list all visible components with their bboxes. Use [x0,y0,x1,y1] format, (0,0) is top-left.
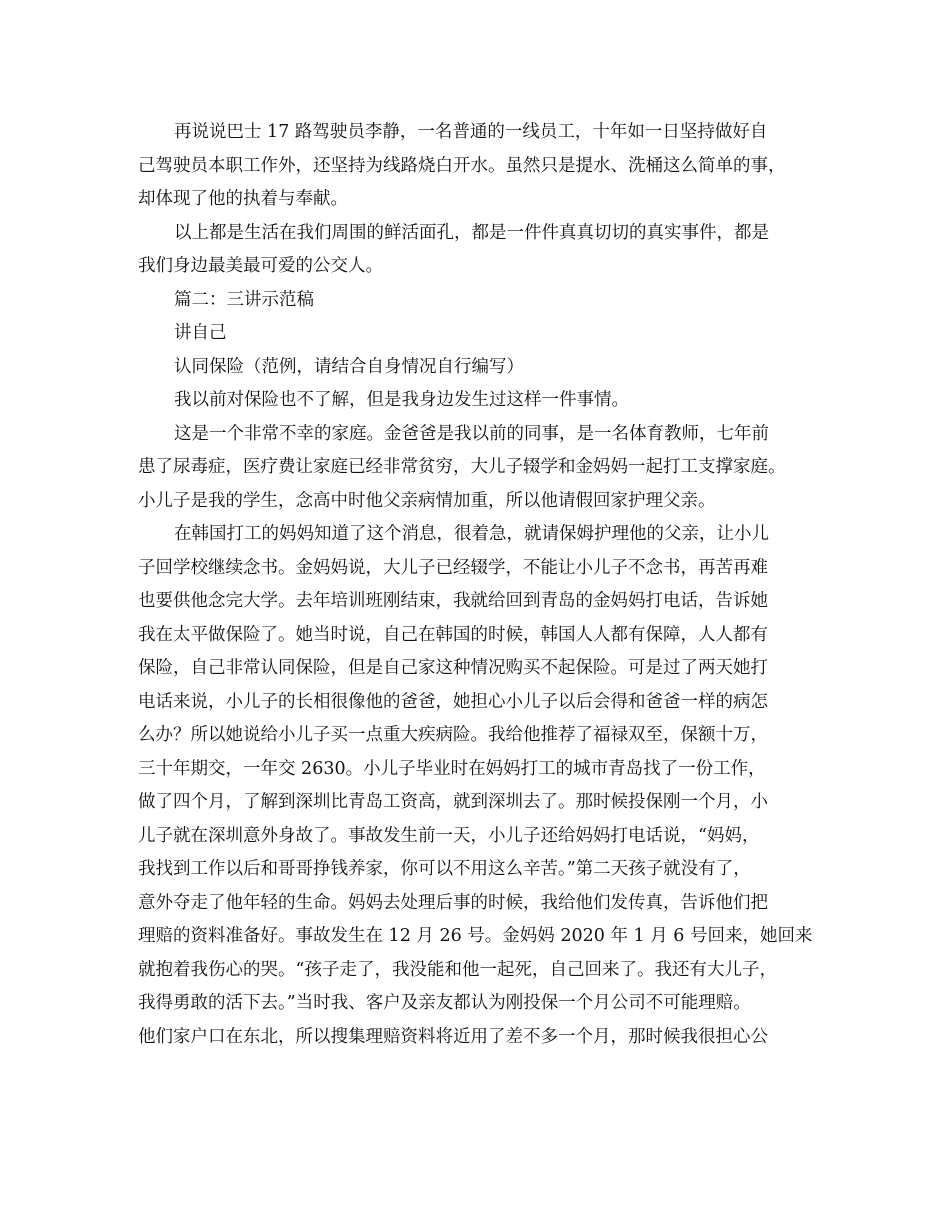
text-line: 我在太平做保险了。她当时说，自己在韩国的时候，韩国人人都有保障，人人都有 [138,624,768,645]
text-line: 电话来说，小儿子的长相很像他的爸爸，她担心小儿子以后会得和爸爸一样的病怎 [138,691,768,712]
text-line: 么办？所以她说给小儿子买一点重大疾病险。我给他推荐了福禄双至，保额十万， [138,725,768,745]
text-line: 这是一个非常不幸的家庭。金爸爸是我以前的同事，是一名体育教师，七年前 [174,423,769,444]
text-line: 却体现了他的执着与奉献。 [138,189,348,209]
text-line: 认同保险（范例，请结合自身情况自行编写） [174,356,524,377]
text-line: 儿子就在深圳意外身故了。事故发生前一天，小儿子还给妈妈打电话说，“妈妈， [138,825,760,846]
text-line: 讲自己 [174,323,227,343]
text-line: 在韩国打工的妈妈知道了这个消息，很着急，就请保姆护理他的父亲，让小儿 [174,524,769,544]
text-line: 小儿子是我的学生，念高中时他父亲病情加重，所以他请假回家护理父亲。 [138,490,716,511]
text-line: 他们家户口在东北，所以搜集理赔资料将近用了差不多一个月，那时候我很担心公 [138,1026,768,1047]
text-line: 我们身边最美最可爱的公交人。 [138,256,383,276]
text-line: 理赔的资料准备好。事故发生在 12 月 26 号。金妈妈 2020 年 1 月 6 号回来，她回来 [138,926,813,946]
text-line: 保险，自己非常认同保险，但是自己家这种情况购买不起保险。可是过了两天她打 [138,658,768,678]
text-line: 子回学校继续念书。金妈妈说，大儿子已经辍学，不能让小儿子不念书，再苦再难 [138,557,768,578]
text-line: 就抱着我伤心的哭。“孩子走了，我没能和他一起死，自己回来了。我还有大儿子， [138,959,777,980]
text-line: 以上都是生活在我们周围的鲜活面孔，都是一件件真真切切的真实事件，都是 [174,222,769,243]
text-line: 己驾驶员本职工作外，还坚持为线路烧白开水。虽然只是提水、洗桶这么简单的事， [138,155,786,176]
text-line: 也要供他念完大学。去年培训班刚结束，我就给回到青岛的金妈妈打电话，告诉她 [138,591,768,611]
text-line: 意外夺走了他年轻的生命。妈妈去处理后事的时候，我给他们发传真，告诉他们把 [138,892,768,913]
text-line: 再说说巴士 17 路驾驶员李静，一名普通的一线员工，十年如一日坚持做好自 [174,122,768,142]
text-line: 我以前对保险也不了解，但是我身边发生过这样一件事情。 [174,390,629,410]
text-line: 患了尿毒症，医疗费让家庭已经非常贫穷，大儿子辍学和金妈妈一起打工支撑家庭。 [138,457,786,477]
document-body [138,116,828,1054]
text-line: 篇二：三讲示范稿 [174,289,314,310]
text-line: 做了四个月，了解到深圳比青岛工资高，就到深圳去了。那时候投保刚一个月，小 [138,792,768,812]
text-line: 三十年期交，一年交 2630。小儿子毕业时在妈妈打工的城市青岛找了一份工作， [138,758,766,779]
text-line: 我得勇敢的活下去。”当时我、客户及亲友都认为刚投保一个月公司不可能理赔。 [138,993,751,1013]
text-line: 我找到工作以后和哥哥挣钱养家，你可以不用这么辛苦。”第二天孩子就没有了， [138,859,751,879]
